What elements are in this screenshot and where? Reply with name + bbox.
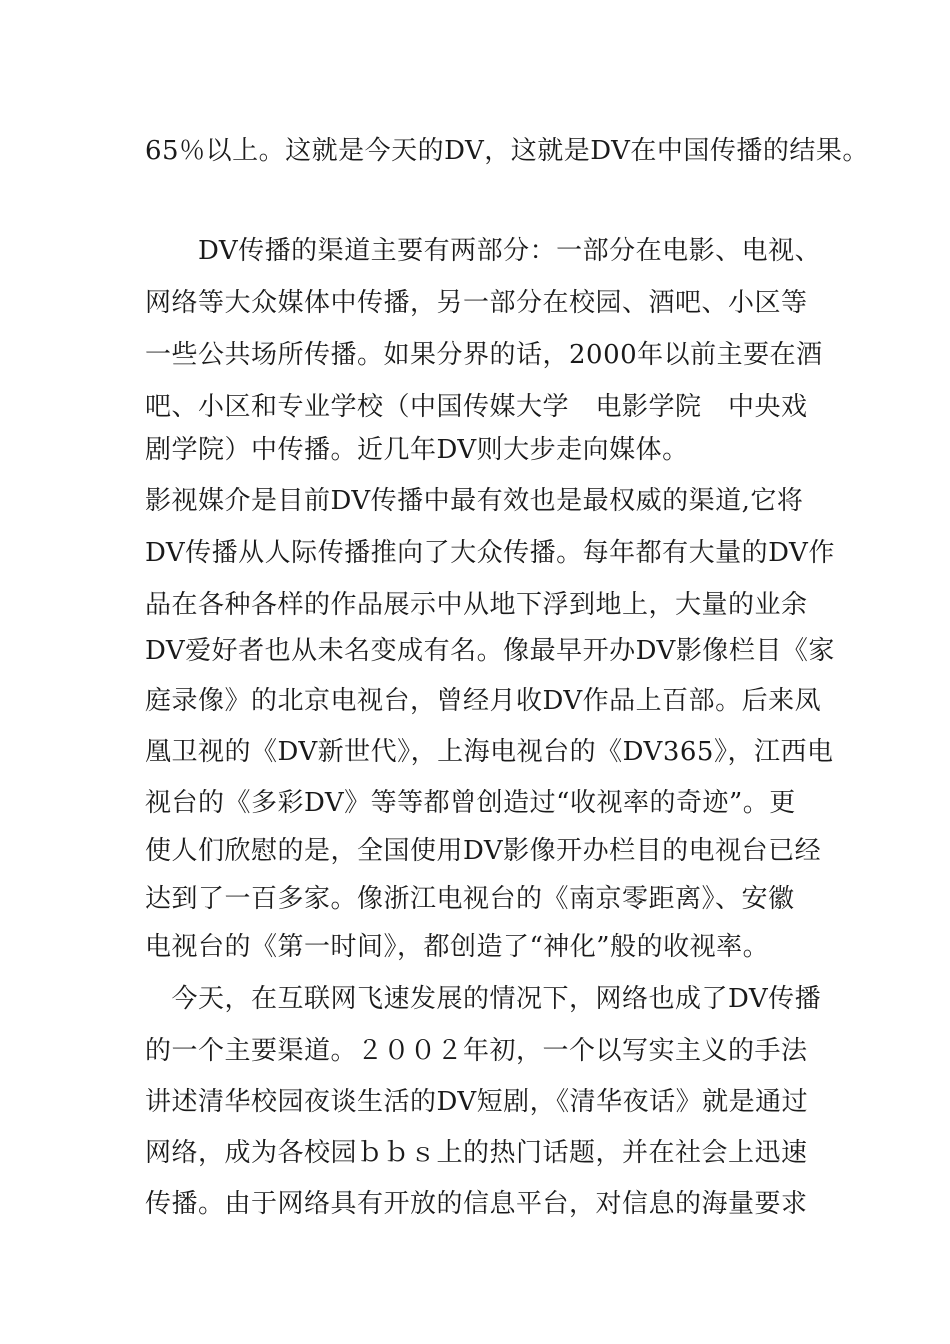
text-line: 一些公共场所传播。如果分界的话，2000年以前主要在酒: [145, 340, 823, 370]
text-line: 剧学院）中传播。近几年DV则大步走向媒体。: [145, 435, 689, 465]
text-line: 达到了一百多家。像浙江电视台的《南京零距离》、安徽: [145, 884, 795, 914]
text-line: 影视媒介是目前DV传播中最有效也是最权威的渠道,它将: [145, 486, 804, 516]
text-line: DV爱好者也从未名变成有名。像最早开办DV影像栏目《家: [145, 636, 835, 666]
text-line: 品在各种各样的作品展示中从地下浮到地上，大量的业余: [145, 590, 808, 620]
text-line: 今天，在互联网飞速发展的情况下，网络也成了DV传播: [145, 984, 822, 1014]
text-line: 网络等大众媒体中传播，另一部分在校园、酒吧、小区等: [145, 288, 808, 318]
text-line: 网络，成为各校园ｂｂｓ上的热门话题，并在社会上迅速: [145, 1138, 808, 1168]
text-line: 电视台的《第一时间》，都创造了“神化”般的收视率。: [145, 932, 770, 962]
text-line: 吧、小区和专业学校（中国传媒大学 电影学院 中央戏: [145, 392, 808, 422]
text-line: 的一个主要渠道。２００２年初，一个以写实主义的手法: [145, 1036, 808, 1066]
text-line: 65％以上。这就是今天的DV，这就是DV在中国传播的结果。: [145, 136, 869, 166]
text-line: 使人们欣慰的是，全国使用DV影像开办栏目的电视台已经: [145, 836, 822, 866]
text-line: 讲述清华校园夜谈生活的DV短剧，《清华夜话》就是通过: [145, 1087, 809, 1117]
text-line: 视台的《多彩DV》等等都曾创造过“收视率的奇迹”。更: [145, 788, 796, 818]
text-line: 凰卫视的《DV新世代》，上海电视台的《DV365》，江西电: [145, 737, 834, 767]
text-line: 传播。由于网络具有开放的信息平台，对信息的海量要求: [145, 1189, 808, 1219]
text-line: DV传播的渠道主要有两部分：一部分在电影、电视、: [145, 236, 822, 266]
text-line: DV传播从人际传播推向了大众传播。每年都有大量的DV作: [145, 538, 835, 568]
text-line: 庭录像》的北京电视台，曾经月收DV作品上百部。后来凤: [145, 686, 822, 716]
